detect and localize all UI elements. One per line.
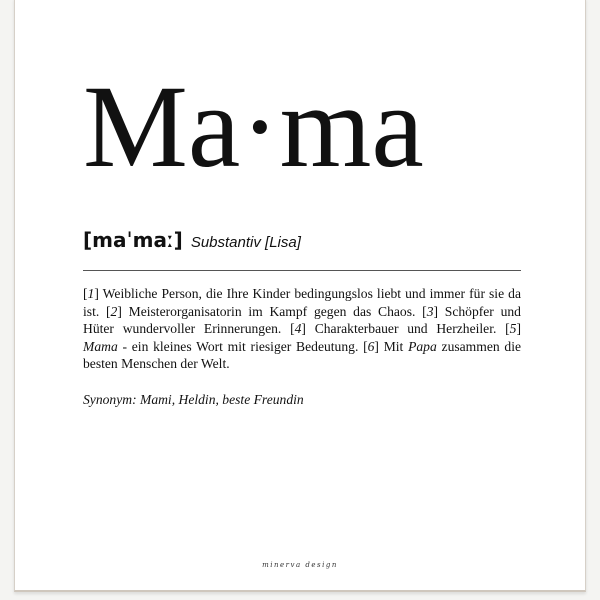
definition-item: [1] Weibliche Person, die Ihre Kinder bedingungslos liebt und immer für sie da ist. <box>83 286 521 319</box>
definition-number: 2 <box>110 303 118 319</box>
definition-text: Meisterorganisatorin im Kampf gegen das Chaos. <box>128 303 416 319</box>
definition-item: [6] Mit Papa zusammen die besten Menschen der Welt. <box>83 338 522 371</box>
brand-signature: minerva design <box>262 561 338 569</box>
definition-text: Weibliche Person, die Ihre Kinder bedingungslos liebt und immer für sie da ist. <box>83 286 521 319</box>
definition-item: [5] Mama - ein kleines Wort mit riesiger Bedeutung. <box>83 321 521 354</box>
pronunciation-line <box>83 228 301 252</box>
definition-text: zusammen die besten Menschen der Welt. <box>83 338 522 371</box>
definition-number: 3 <box>426 303 434 319</box>
definition-item: [2] Meisterorganisatorin im Kampf gegen das Chaos. <box>106 303 416 319</box>
definition-text: Charakterbauer und Herzheiler. <box>314 321 497 336</box>
pronunciation: [maˈmaː] <box>83 228 183 252</box>
definition-emphasis: Mama <box>83 338 118 354</box>
divider-line <box>83 270 521 271</box>
definition-number: 5 <box>509 321 517 336</box>
headword-title: Ma·ma <box>83 61 424 192</box>
definition-item: [4] Charakterbauer und Herzheiler. <box>290 321 497 336</box>
definition-number: 4 <box>294 321 302 336</box>
definition-emphasis: Papa <box>408 338 437 354</box>
word-class-label: Substantiv [Lisa] <box>190 234 301 251</box>
definition-text: Mit <box>383 338 404 354</box>
synonym-line: Synonym: Mami, Heldin, beste Freundin <box>83 392 304 407</box>
definition-number: 1 <box>87 286 95 301</box>
definition-paragraph <box>83 285 521 373</box>
definition-text: - ein kleines Wort mit riesiger Bedeutung. <box>122 338 359 354</box>
definition-number: 6 <box>367 338 375 354</box>
definition-text: Schöpfer und Hüter wundervoller Erinnerungen. <box>83 303 521 336</box>
poster-card <box>14 0 586 592</box>
definition-item: [3] Schöpfer und Hüter wundervoller Erinnerungen. <box>83 303 521 336</box>
